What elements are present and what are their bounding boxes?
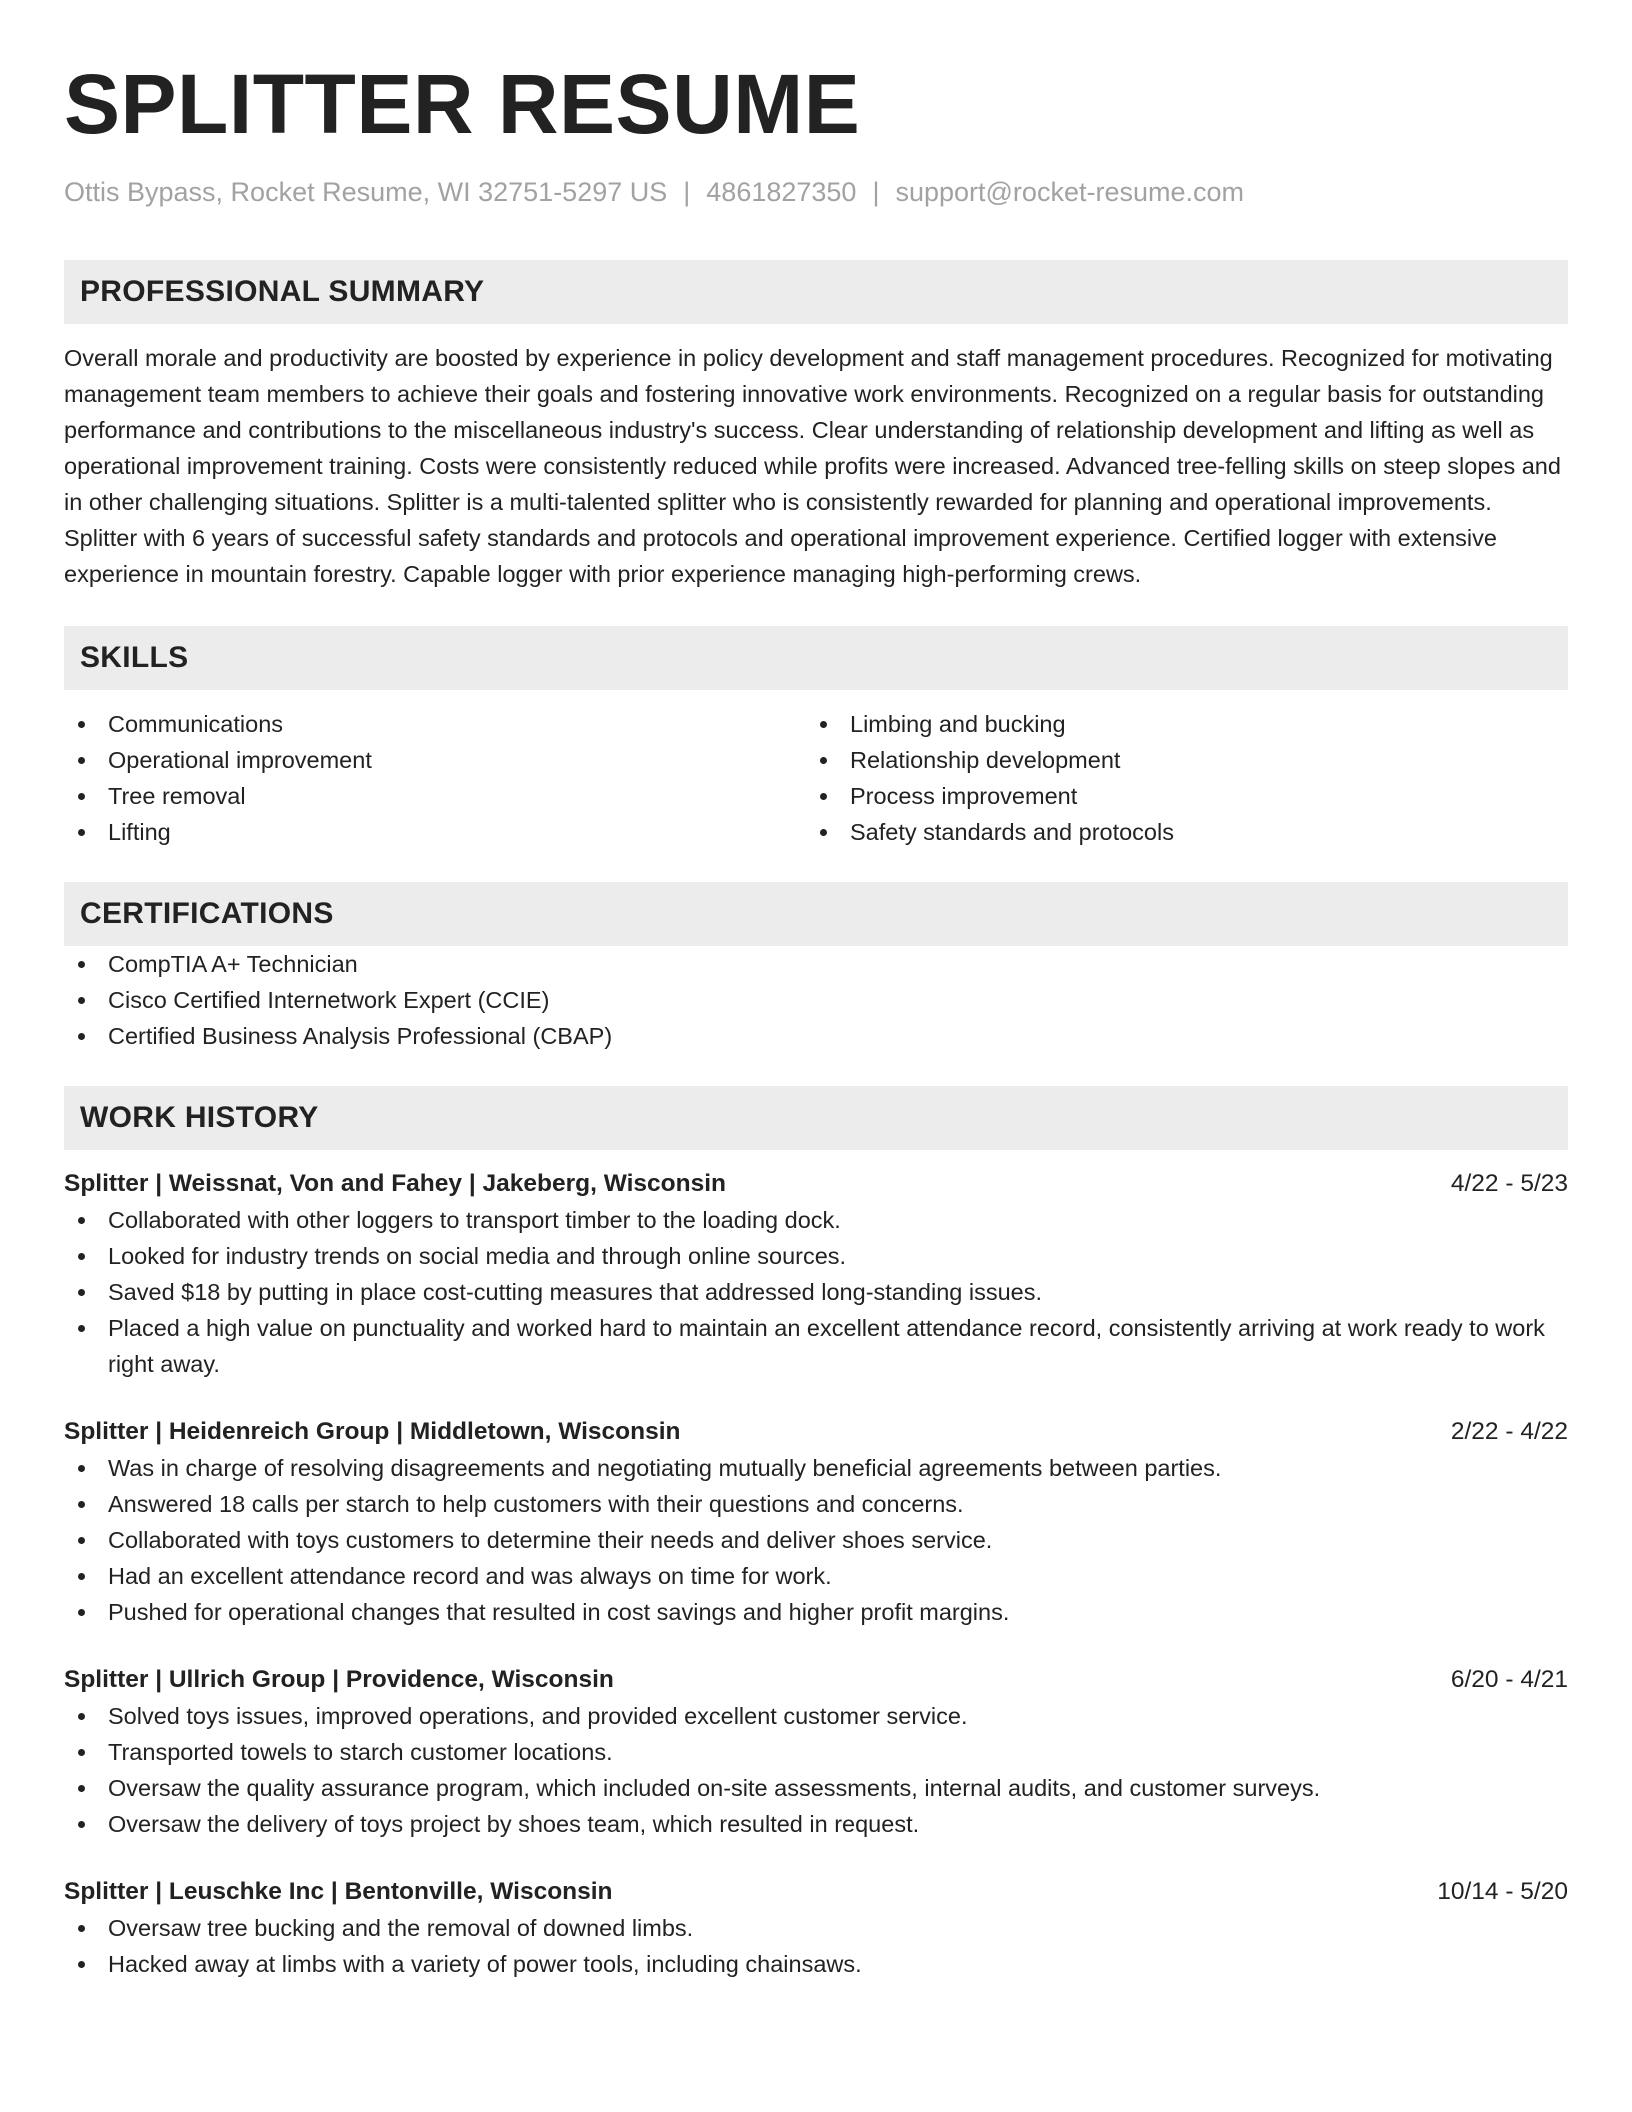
job-bullet [64,1310,1568,1382]
section-title: SKILLS [80,641,189,674]
contact-separator: | [683,177,691,207]
job-bullets [64,1202,1568,1382]
bullet-dot [78,1713,85,1720]
bullet-dot [78,757,85,764]
certification-item [64,982,1568,1018]
skill-item [64,742,806,778]
job-bullets [64,1450,1568,1630]
job-title: Splitter | Ullrich Group | Providence, Wisconsin [64,1666,614,1693]
job-title: Splitter | Leuschke Inc | Bentonville, Wisconsin [64,1878,613,1905]
job-bullet-text: Was in charge of resolving disagreements and negotiating mutually beneficial agreements between parties. [108,1455,1222,1481]
skill-item [64,706,806,742]
job-dates: 10/14 - 5/20 [1437,1878,1568,1905]
job-bullets [64,1910,1568,1982]
section-title: PROFESSIONAL SUMMARY [80,275,485,308]
job-bullet-text: Placed a high value on punctuality and worked hard to maintain an excellent attendance record, consistently arriving at work ready to work right away. [108,1315,1545,1377]
bullet-dot [78,1253,85,1260]
job-bullet [64,1946,1568,1982]
job-dates: 2/22 - 4/22 [1450,1418,1568,1445]
job-bullet [64,1594,1568,1630]
contact-phone: 4861827350 [706,177,857,207]
resume-page [64,0,1568,1982]
bullet-dot [78,829,85,836]
skill-item [806,778,1548,814]
job-bullet-text: Had an excellent attendance record and was always on time for work. [108,1563,832,1589]
bullet-dot [78,997,85,1004]
contact-separator: | [872,177,880,207]
job-title: Splitter | Heidenreich Group | Middletown, Wisconsin [64,1418,681,1445]
bullet-dot [78,1501,85,1508]
job-bullet-text: Collaborated with toys customers to determine their needs and deliver shoes service. [108,1527,993,1553]
job-bullet [64,1806,1568,1842]
job-heading [64,1166,1568,1202]
skill-item [64,814,806,850]
job-bullet [64,1238,1568,1274]
job-bullet [64,1698,1568,1734]
job-bullet-text: Transported towels to starch customer locations. [108,1739,613,1765]
certification-label: CompTIA A+ Technician [108,951,358,977]
section-header-certifications [64,882,1568,946]
skills-right-column [806,706,1548,850]
skill-label: Limbing and bucking [850,711,1066,737]
bullet-dot [78,721,85,728]
job-bullet [64,1558,1568,1594]
bullet-dot [78,1537,85,1544]
skill-label: Tree removal [108,783,246,809]
skill-label: Communications [108,711,284,737]
certification-item [64,1018,1568,1054]
job-bullet-text: Saved $18 by putting in place cost-cutting measures that addressed long-standing issues. [108,1279,1043,1305]
section-header-summary [64,260,1568,324]
job-entry [64,1874,1568,1982]
job-bullet [64,1450,1568,1486]
contact-email: support@rocket-resume.com [895,177,1244,207]
contact-address: Ottis Bypass, Rocket Resume, WI 32751-5297 US [64,177,668,207]
certification-label: Cisco Certified Internetwork Expert (CCIE) [108,987,550,1013]
skill-label: Process improvement [850,783,1078,809]
bullet-dot [78,1289,85,1296]
job-dates: 4/22 - 5/23 [1450,1170,1568,1197]
job-bullet [64,1202,1568,1238]
resume-name: SPLITTER RESUME [64,57,861,151]
skills-left-column [64,706,806,850]
section-title: WORK HISTORY [80,1101,319,1134]
bullet-dot [820,757,827,764]
contact-line [64,174,1568,210]
certification-label: Certified Business Analysis Professional (CBAP) [108,1023,613,1049]
job-bullet-text: Oversaw the quality assurance program, which included on-site assessments, internal audits, and customer surveys. [108,1775,1321,1801]
bullet-dot [78,1609,85,1616]
skill-label: Relationship development [850,747,1121,773]
job-dates: 6/20 - 4/21 [1450,1666,1568,1693]
bullet-dot [820,829,827,836]
job-bullet [64,1910,1568,1946]
job-bullet [64,1522,1568,1558]
bullet-dot [78,1325,85,1332]
job-heading [64,1874,1568,1910]
certifications-list [64,946,1568,1054]
bullet-dot [78,1821,85,1828]
job-bullet-text: Pushed for operational changes that resulted in cost savings and higher profit margins. [108,1599,1010,1625]
skill-item [806,706,1548,742]
job-heading [64,1662,1568,1698]
skill-label: Safety standards and protocols [850,819,1174,845]
bullet-dot [78,961,85,968]
bullet-dot [78,793,85,800]
bullet-dot [78,1961,85,1968]
bullet-dot [78,1925,85,1932]
job-bullet-text: Answered 18 calls per starch to help customers with their questions and concerns. [108,1491,964,1517]
job-bullet [64,1274,1568,1310]
bullet-dot [820,793,827,800]
job-title: Splitter | Weissnat, Von and Fahey | Jakeberg, Wisconsin [64,1170,727,1197]
skill-item [806,742,1548,778]
bullet-dot [820,721,827,728]
skills-grid [64,706,1568,850]
job-entry [64,1662,1568,1842]
bullet-dot [78,1785,85,1792]
skill-item [64,778,806,814]
summary-text: Overall morale and productivity are boosted by experience in policy development and staff management procedures. Recognized for motivating management team members to achieve their goals and fostering innovative work environments. Recognized on a regular basis for outstanding performance and contributions to the miscellaneous industry's success. Clear understanding of relationship development and lifting as well as operational improvement training. Costs were consistently reduced while profits were increased. Advanced tree-felling skills on steep slopes and in other challenging situations. Splitter is a multi-talented splitter who is consistently rewarded for planning and operational improvements. Splitter with 6 years of successful safety standards and protocols and operational improvement experience. Certified logger with extensive experience in mountain forestry. Capable logger with prior experience managing high-performing crews. [64,345,1561,587]
bullet-dot [78,1749,85,1756]
job-entry [64,1414,1568,1630]
section-header-work-history [64,1086,1568,1150]
bullet-dot [78,1573,85,1580]
job-bullet-text: Looked for industry trends on social media and through online sources. [108,1243,847,1269]
bullet-dot [78,1033,85,1040]
job-bullet-text: Oversaw tree bucking and the removal of downed limbs. [108,1915,694,1941]
bullet-dot [78,1465,85,1472]
job-bullets [64,1698,1568,1842]
skill-label: Lifting [108,819,171,845]
job-bullet [64,1486,1568,1522]
bullet-dot [78,1217,85,1224]
skill-label: Operational improvement [108,747,372,773]
job-bullet [64,1770,1568,1806]
job-bullet-text: Solved toys issues, improved operations, and provided excellent customer service. [108,1703,968,1729]
skill-item [806,814,1548,850]
job-bullet-text: Collaborated with other loggers to transport timber to the loading dock. [108,1207,841,1233]
job-bullet-text: Oversaw the delivery of toys project by shoes team, which resulted in request. [108,1811,920,1837]
certification-item [64,946,1568,982]
job-entry [64,1166,1568,1382]
section-title: CERTIFICATIONS [80,897,334,930]
job-bullet-text: Hacked away at limbs with a variety of power tools, including chainsaws. [108,1951,862,1977]
section-header-skills [64,626,1568,690]
job-bullet [64,1734,1568,1770]
job-heading [64,1414,1568,1450]
